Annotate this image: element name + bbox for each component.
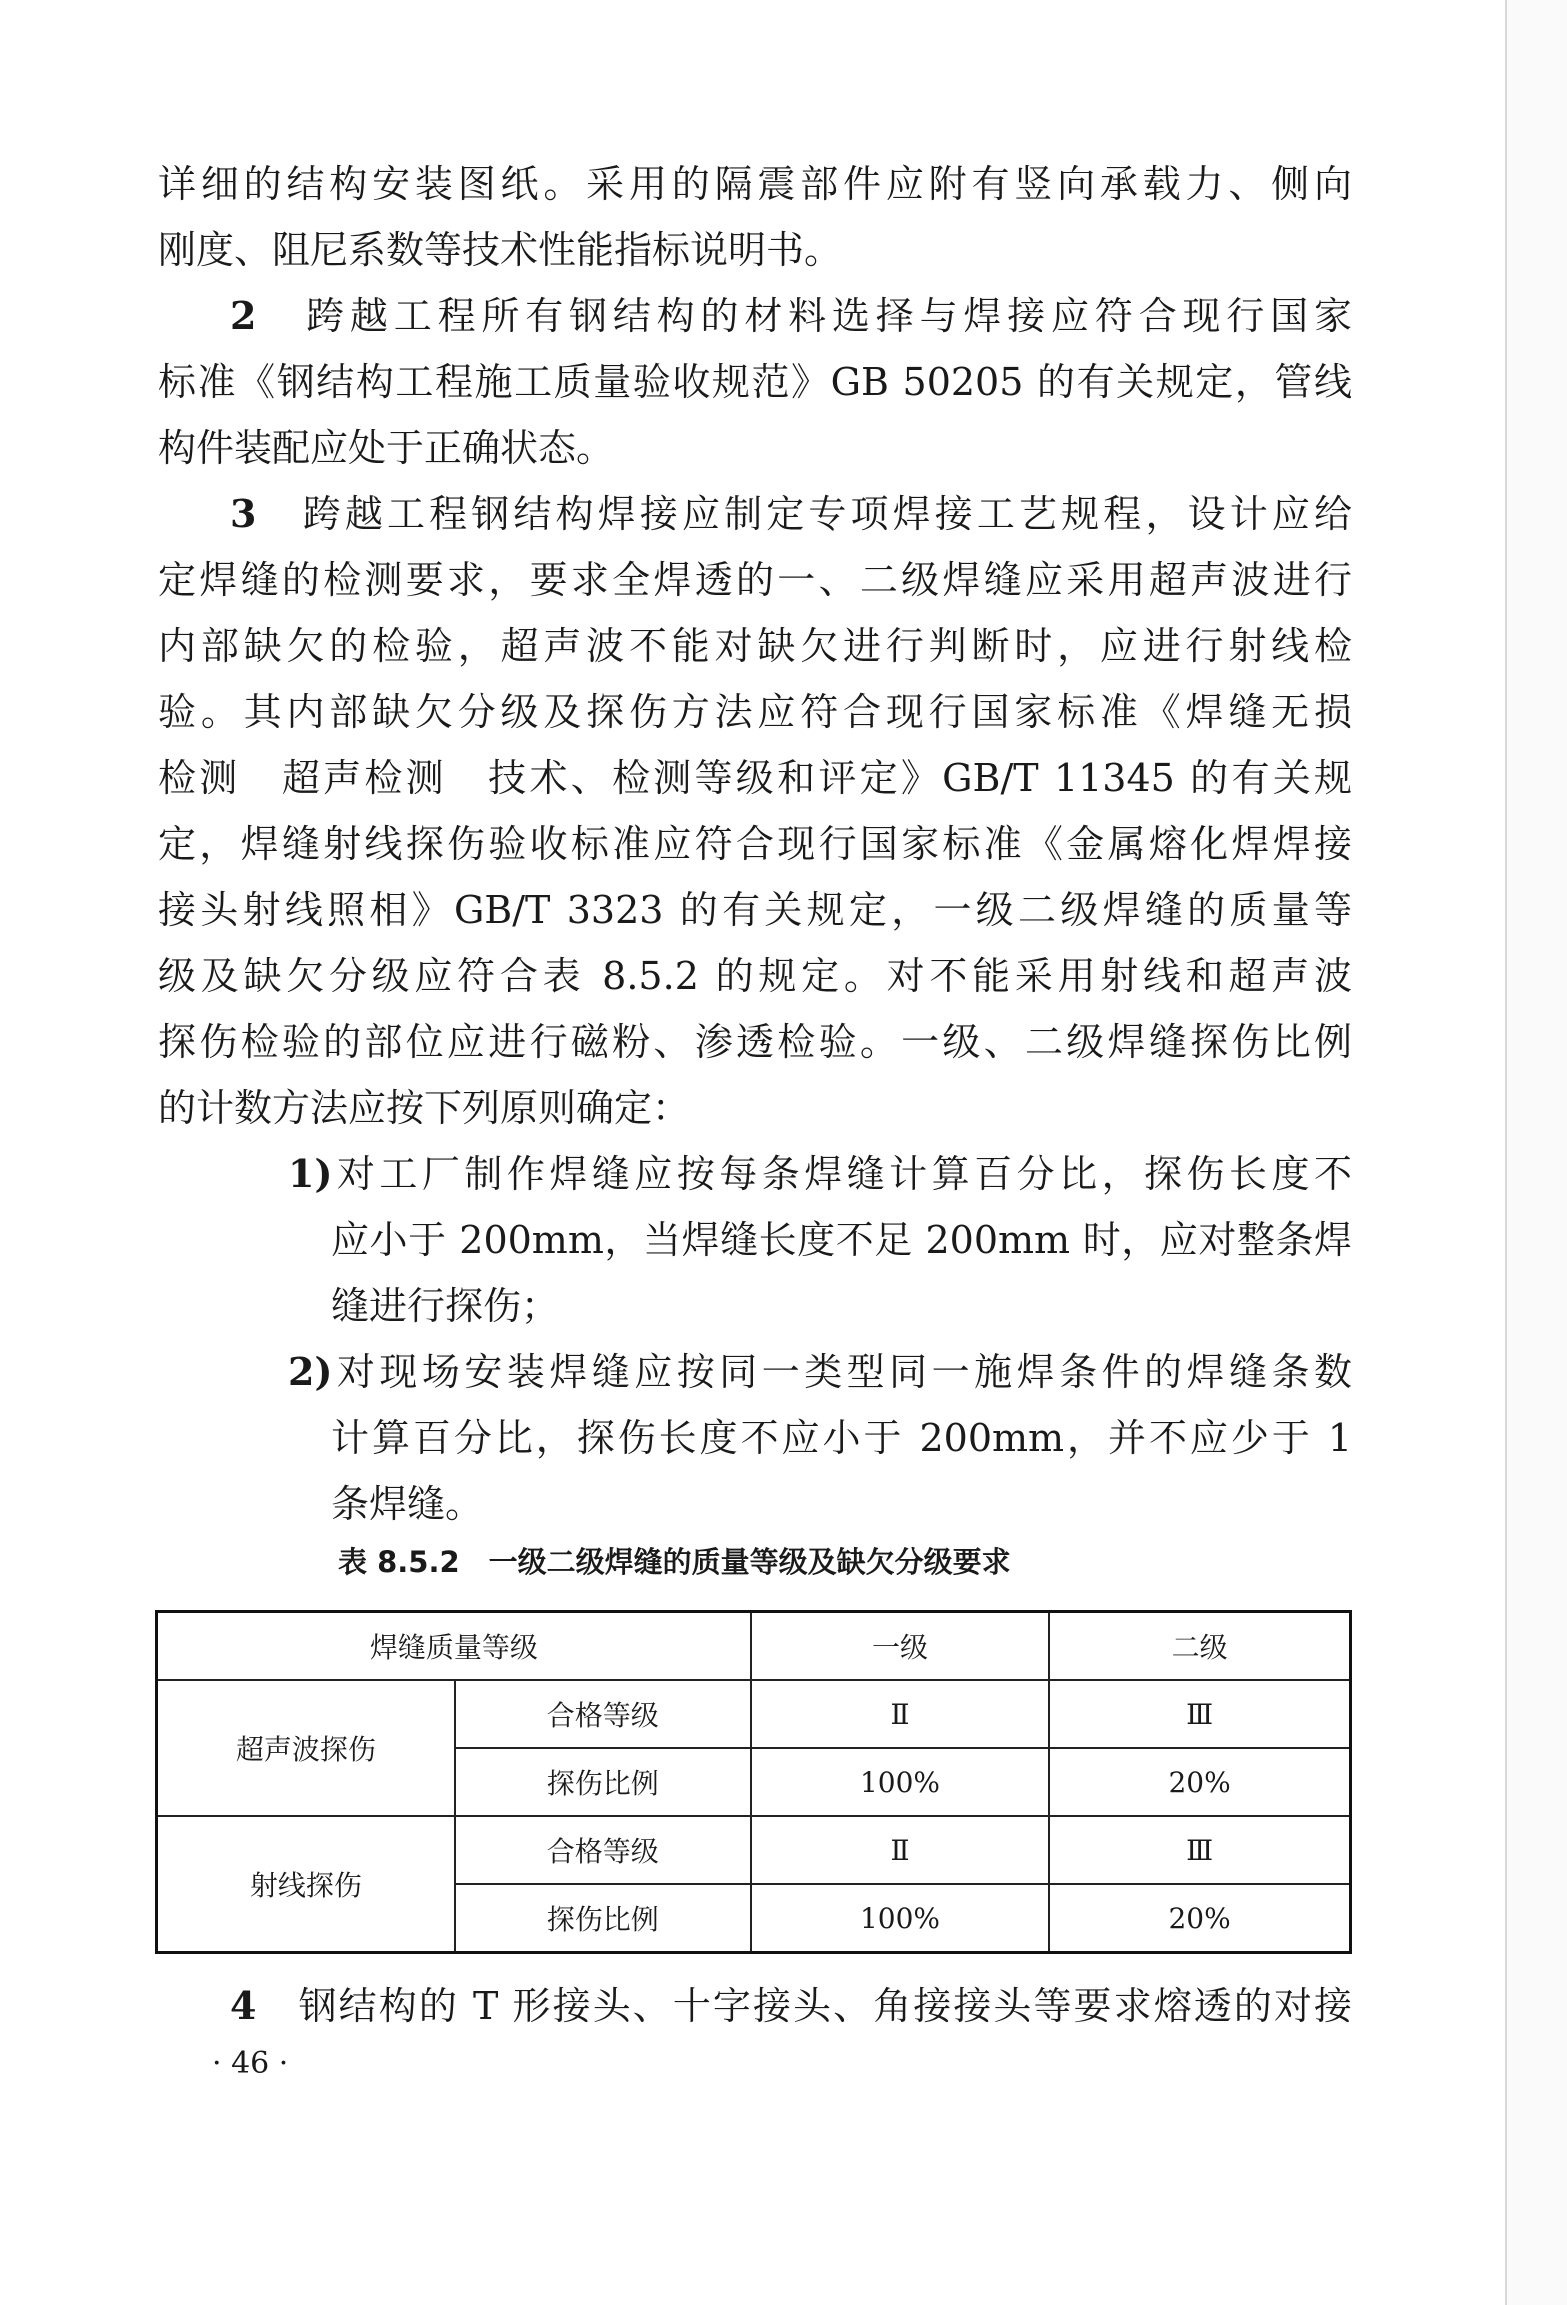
page-margin-shade (1507, 0, 1567, 2305)
row-label: 探伤比例 (455, 1748, 751, 1816)
body-text (158, 151, 1352, 1537)
table-row (157, 1680, 1351, 1748)
table-header-row (157, 1612, 1351, 1681)
table-cell: Ⅱ (751, 1816, 1049, 1884)
paragraph-4-first-line (158, 1973, 1352, 2039)
text: 对工厂制作焊缝应按每条焊缝计算百分比，探伤长度不 (332, 1152, 1352, 1196)
paragraph-number: 3 (230, 491, 257, 536)
table-cell: Ⅲ (1049, 1680, 1350, 1748)
paragraph-number: 2 (230, 293, 257, 338)
paragraph-3-first-line (158, 481, 1352, 547)
text-line: 验。其内部缺欠分级及探伤方法应符合现行国家标准《焊缝无损 (158, 690, 1352, 734)
row-label: 合格等级 (455, 1680, 751, 1748)
table-caption: 表 8.5.2 一级二级焊缝的质量等级及缺欠分级要求 (338, 1545, 1011, 1579)
text-line: 级及缺欠分级应符合表 8.5.2 的规定。对不能采用射线和超声波 (158, 954, 1352, 998)
list-item-1 (158, 1141, 1352, 1207)
header-cell: 一级 (751, 1612, 1049, 1681)
table-cell: 100% (751, 1884, 1049, 1953)
text-line: 构件装配应处于正确状态。 (158, 426, 615, 470)
text-line: 定，焊缝射线探伤验收标准应符合现行国家标准《金属熔化焊焊接 (158, 822, 1352, 866)
text: 跨越工程钢结构焊接应制定专项焊接工艺规程，设计应给 (302, 492, 1352, 536)
group-cell: 超声波探伤 (157, 1680, 455, 1816)
row-label: 探伤比例 (455, 1884, 751, 1953)
header-cell: 二级 (1049, 1612, 1350, 1681)
table-cell: 100% (751, 1748, 1049, 1816)
list-item-2 (158, 1339, 1352, 1405)
paragraph-number: 4 (230, 1983, 257, 2028)
paragraph-2-first-line (158, 283, 1352, 349)
weld-quality-table (155, 1610, 1352, 1954)
page-number: · 46 · (212, 2046, 289, 2081)
text-line: 缝进行探伤； (331, 1284, 560, 1328)
text-line: 计算百分比，探伤长度不应小于 200mm，并不应少于 1 (331, 1416, 1352, 1460)
text-line: 详细的结构安装图纸。采用的隔震部件应附有竖向承载力、侧向 (158, 162, 1352, 206)
list-number: 2) (288, 1349, 333, 1394)
table-cell: 20% (1049, 1748, 1350, 1816)
text-line: 探伤检验的部位应进行磁粉、渗透检验。一级、二级焊缝探伤比例 (158, 1020, 1352, 1064)
table-row (157, 1816, 1351, 1884)
table-cell: Ⅲ (1049, 1816, 1350, 1884)
text-line: 条焊缝。 (331, 1482, 484, 1526)
group-cell: 射线探伤 (157, 1816, 455, 1953)
text-line: 接头射线照相》GB/T 3323 的有关规定，一级二级焊缝的质量等 (158, 888, 1352, 932)
page-edge-line (1505, 0, 1507, 2305)
text-line: 定焊缝的检测要求，要求全焊透的一、二级焊缝应采用超声波进行 (158, 558, 1352, 602)
text-line: 标准《钢结构工程施工质量验收规范》GB 50205 的有关规定，管线 (158, 360, 1352, 404)
table-cell: 20% (1049, 1884, 1350, 1953)
text-line: 内部缺欠的检验，超声波不能对缺欠进行判断时，应进行射线检 (158, 624, 1352, 668)
list-number: 1) (288, 1151, 333, 1196)
text-line: 应小于 200mm，当焊缝长度不足 200mm 时，应对整条焊 (331, 1218, 1352, 1262)
paragraph-4 (158, 1973, 1352, 2039)
table-cell: Ⅱ (751, 1680, 1049, 1748)
text: 对现场安装焊缝应按同一类型同一施焊条件的焊缝条数 (332, 1350, 1352, 1394)
text: 跨越工程所有钢结构的材料选择与焊接应符合现行国家 (306, 294, 1352, 338)
row-label: 合格等级 (455, 1816, 751, 1884)
text-line: 刚度、阻尼系数等技术性能指标说明书。 (158, 228, 843, 272)
header-cell: 焊缝质量等级 (157, 1612, 751, 1681)
text-line: 的计数方法应按下列原则确定： (158, 1086, 691, 1130)
text: 钢结构的 T 形接头、十字接头、角接接头等要求熔透的对接 (298, 1984, 1352, 2028)
text-line: 检测 超声检测 技术、检测等级和评定》GB/T 11345 的有关规 (158, 756, 1352, 800)
